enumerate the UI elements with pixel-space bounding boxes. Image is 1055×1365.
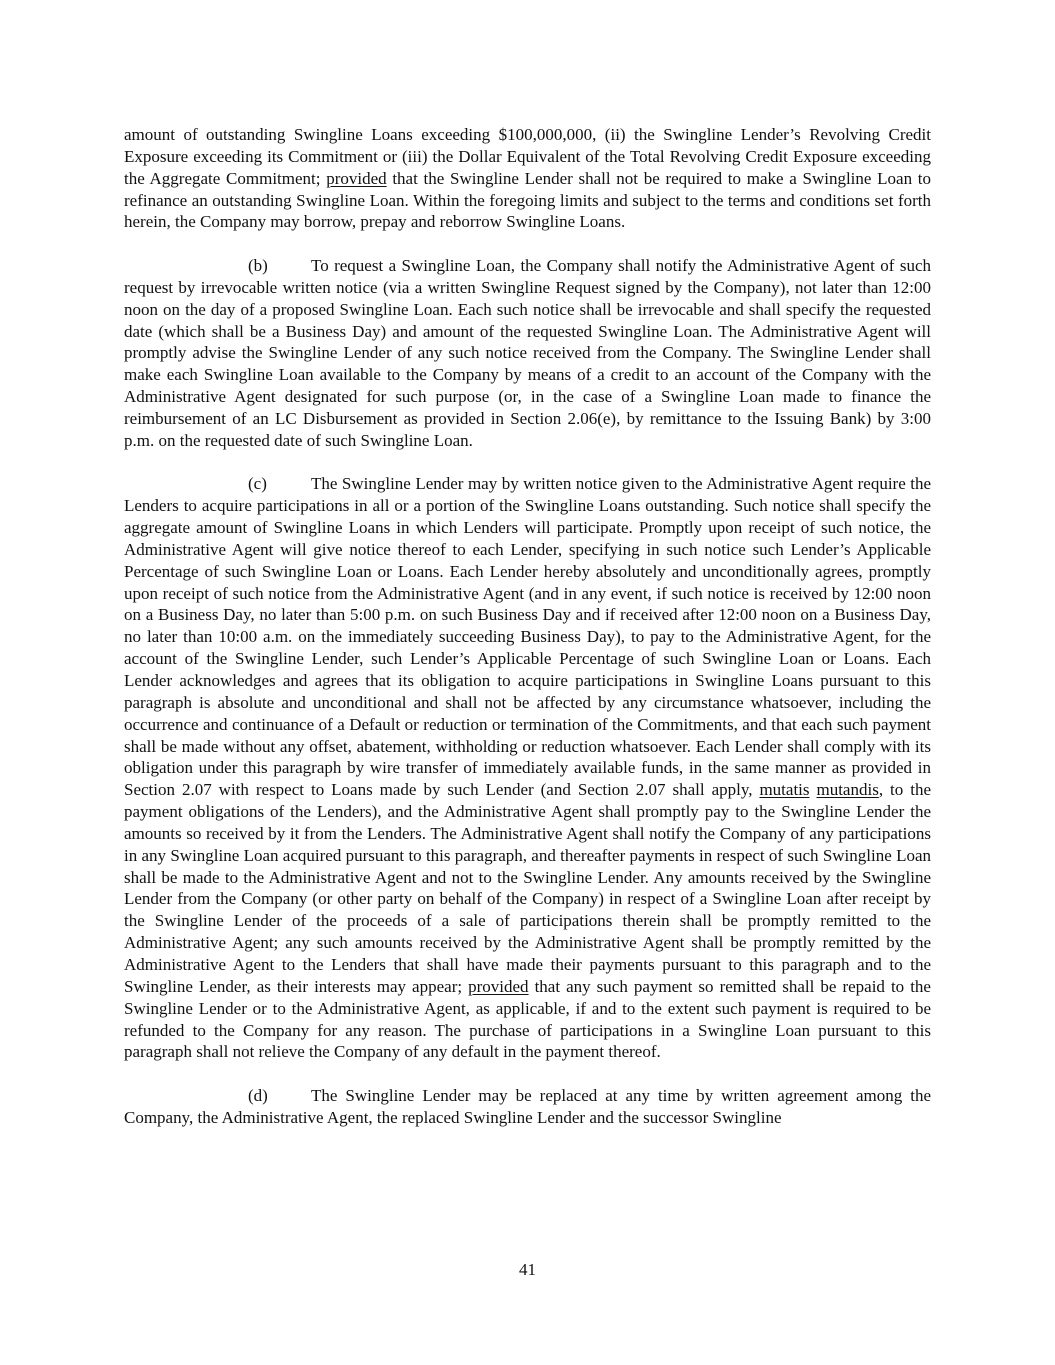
page-number: 41	[519, 1260, 536, 1279]
mutatis-term: mutatis	[759, 780, 810, 800]
paragraph-d	[124, 1085, 931, 1129]
paragraph-text: , to the payment obligations of the Lenders), and the Administrative Agent shall promptly pay to the Swingline Lender the amounts so received by it from the Lenders. The Administrative Agent shall notify the Company of any participations in any Swingline Loan acquired pursuant to this paragraph, and thereafter payments in respect of such Swingline Loan shall be made to the Administrative Agent and not to the Swingline Lender. Any amounts received by the Swingline Lender from the Company (or other party on behalf of the Company) in respect of a Swingline Loan after receipt by the Swingline Lender of the proceeds of a sale of participations therein shall be promptly remitted to the Administrative Agent; any such amounts received by the Administrative Agent shall be promptly remitted by the Administrative Agent to the Lenders that shall have made their payments pursuant to this paragraph and to the Swingline Lender, as their interests may appear;	[124, 780, 932, 996]
paragraph-text: The Swingline Lender may by written notice given to the Administrative Agent require the Lenders to acquire participations in all or a portion of the Swingline Loans outstanding. Such notice shall specify the aggregate amount of Swingline Loans in which Lenders will participate. Promptly upon receipt of such notice, the Administrative Agent will give notice thereof to each Lender, specifying in such notice such Lender’s Applicable Percentage of such Swingline Loan or Loans. Each Lender hereby absolutely and unconditionally agrees, promptly upon receipt of such notice from the Administrative Agent (and in any event, if such notice is received by 12:00 noon on a Business Day, no later than 5:00 p.m. on such Business Day and if received after 12:00 noon on a Business Day, no later than 10:00 a.m. on the immediately succeeding Business Day), to pay to the Administrative Agent, for the account of the Swingline Lender, such Lender’s Applicable Percentage of such Swingline Loan or Loans. Each Lender acknowledges and agrees that its obligation to acquire participations in Swingline Loans pursuant to this paragraph is absolute and unconditional and shall not be affected by any circumstance whatsoever, including the occurrence and continuance of a Default or reduction or termination of the Commitments, and that each such payment shall be made without any offset, abatement, withholding or reduction whatsoever. Each Lender shall comply with its obligation under this paragraph by wire transfer of immediately available funds, in the same manner as provided in Section 2.07 with respect to Loans made by such Lender (and Section 2.07 shall apply,	[124, 474, 931, 800]
provided-term: provided	[468, 976, 529, 996]
paragraph-text: that the Swingline Lender shall not be required to make a Swingline Loan to refinance an outstanding Swingline Loan. Within the foregoing limits and subject to the terms and conditions set forth herein, the Company may borrow, prepay and reborrow Swingline Loans.	[124, 168, 931, 232]
document-body	[124, 124, 931, 1150]
paragraph-a-continuation	[124, 124, 931, 233]
paragraph-label: (b)	[248, 256, 268, 276]
paragraph-label: (c)	[248, 474, 267, 494]
mutandis-term: mutandis	[816, 780, 879, 800]
paragraph-text: To request a Swingline Loan, the Company shall notify the Administrative Agent of such request by irrevocable written notice (via a written Swingline Request signed by the Company), not later than 12:00 noon on the day of a proposed Swingline Loan. Each such notice shall be irrevocable and shall specify the requested date (which shall be a Business Day) and amount of the requested Swingline Loan. The Administrative Agent will promptly advise the Swingline Lender of any such notice received from the Company. The Swingline Lender shall make each Swingline Loan available to the Company by means of a credit to an account of the Company with the Administrative Agent designated for such purpose (or, in the case of a Swingline Loan made to finance the reimbursement of an LC Disbursement as provided in Section 2.06(e), by remittance to the Issuing Bank) by 3:00 p.m. on the requested date of such Swingline Loan.	[124, 256, 931, 450]
paragraph-b	[124, 255, 931, 452]
paragraph-text: that any such payment so remitted shall be repaid to the Swingline Lender or to the Administrative Agent, as applicable, if and to the extent such payment is required to be refunded to the Company for any reason. The purchase of participations in a Swingline Loan pursuant to this paragraph shall not relieve the Company of any default in the payment thereof.	[124, 976, 931, 1062]
provided-term: provided	[326, 168, 387, 188]
paragraph-text: The Swingline Lender may be replaced at any time by written agreement among the Company, the Administrative Agent, the replaced Swingline Lender and the successor Swingline	[124, 1085, 931, 1127]
paragraph-label: (d)	[248, 1085, 268, 1105]
paragraph-c	[124, 473, 931, 1063]
paragraph-text: amount of outstanding Swingline Loans exceeding $100,000,000, (ii) the Swingline Lender’s Revolving Credit Exposure exceeding its Commitment or (iii) the Dollar Equivalent of the Total Revolving Credit Exposure exceeding the Aggregate Commitment;	[124, 125, 931, 188]
